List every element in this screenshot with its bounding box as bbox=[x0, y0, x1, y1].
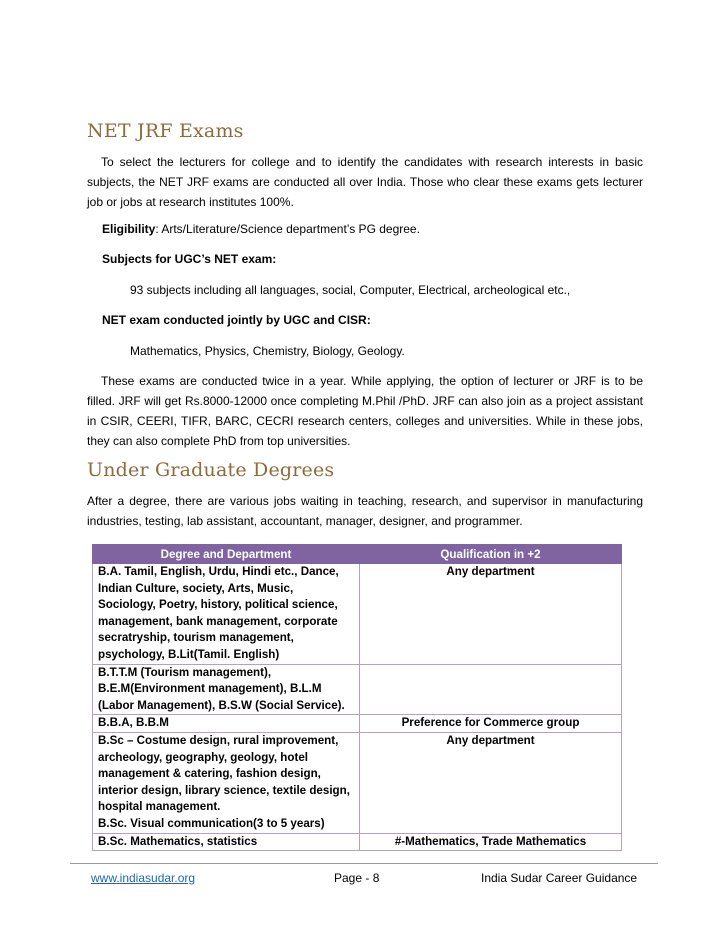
degree-cell: B.Sc. Visual communication(3 to 5 years) bbox=[93, 816, 360, 833]
table-row bbox=[93, 732, 622, 815]
header-degree: Degree and Department bbox=[93, 545, 360, 564]
table-row bbox=[93, 564, 622, 665]
website-link[interactable]: www.indiasudar.org bbox=[91, 871, 196, 885]
header-qualification: Qualification in +2 bbox=[360, 545, 622, 564]
table-row bbox=[93, 664, 622, 715]
jointly-heading: NET exam conducted jointly by UGC and CISR: bbox=[102, 313, 371, 327]
net-details-paragraph: These exams are conducted twice in a year. While applying, the option of lecturer or JRF is to be filled. JRF will get Rs.8000-12000 once completing M.Phil /PhD. JRF can also join as a project assistant in CSIR, CEERI, TIFR, BARC, CECRI research centers, colleges and universities. While in these jobs, they can also complete PhD from top universities. bbox=[87, 374, 643, 448]
page-number: Page - 8 bbox=[334, 871, 380, 885]
eligibility-line bbox=[102, 220, 420, 238]
subjects-heading: Subjects for UGC’s NET exam: bbox=[102, 252, 277, 266]
eligibility-label: Eligibility bbox=[102, 222, 156, 236]
table-header-row bbox=[93, 545, 622, 564]
subjects-text: 93 subjects including all languages, social, Computer, Electrical, archeological etc., bbox=[130, 283, 571, 297]
eligibility-text: : Arts/Literature/Science department’s PG degree. bbox=[155, 222, 420, 236]
table-row bbox=[93, 833, 622, 851]
qualification-cell: #-Mathematics, Trade Mathematics bbox=[360, 833, 622, 851]
qualification-cell: Any department bbox=[360, 732, 622, 815]
table-row bbox=[93, 715, 622, 733]
page-footer bbox=[70, 863, 658, 889]
degree-cell: B.B.A, B.B.M bbox=[93, 715, 360, 733]
footer-brand: India Sudar Career Guidance bbox=[481, 871, 638, 885]
net-intro-paragraph: To select the lecturers for college and to identify the candidates with research interests in basic subjects, the NET JRF exams are conducted all over India. Those who clear these exams gets lecturer job or jobs at research institutes 100%. bbox=[87, 155, 643, 209]
qualification-cell: Preference for Commerce group bbox=[360, 715, 622, 733]
ug-intro-paragraph: After a degree, there are various jobs waiting in teaching, research, and supervisor in manufacturing industries, testing, lab assistant, accountant, manager, designer, and programmer. bbox=[87, 494, 643, 528]
jointly-text: Mathematics, Physics, Chemistry, Biology, Geology. bbox=[130, 344, 405, 358]
degree-table bbox=[92, 544, 622, 851]
degree-cell: B.Sc. Mathematics, statistics bbox=[93, 833, 360, 851]
qualification-cell: Any department bbox=[360, 564, 622, 665]
net-jrf-heading: NET JRF Exams bbox=[87, 120, 244, 142]
qualification-cell bbox=[360, 664, 622, 715]
table-row bbox=[93, 816, 622, 833]
degree-cell: B.A. Tamil, English, Urdu, Hindi etc., Dance, Indian Culture, society, Arts, Music, Sociology, Poetry, history, political science, management, bank management, corporate secratryship, tourism management, psychology, B.Lit(Tamil. English) bbox=[93, 564, 360, 665]
qualification-cell bbox=[360, 816, 622, 833]
degree-cell: B.Sc – Costume design, rural improvement, archeology, geography, geology, hotel management & catering, fashion design, interior design, library science, textile design, hospital management. bbox=[93, 732, 360, 815]
degree-cell: B.T.T.M (Tourism management), B.E.M(Environment management), B.L.M (Labor Management), B.S.W (Social Service). bbox=[93, 664, 360, 715]
undergraduate-heading: Under Graduate Degrees bbox=[87, 459, 335, 481]
